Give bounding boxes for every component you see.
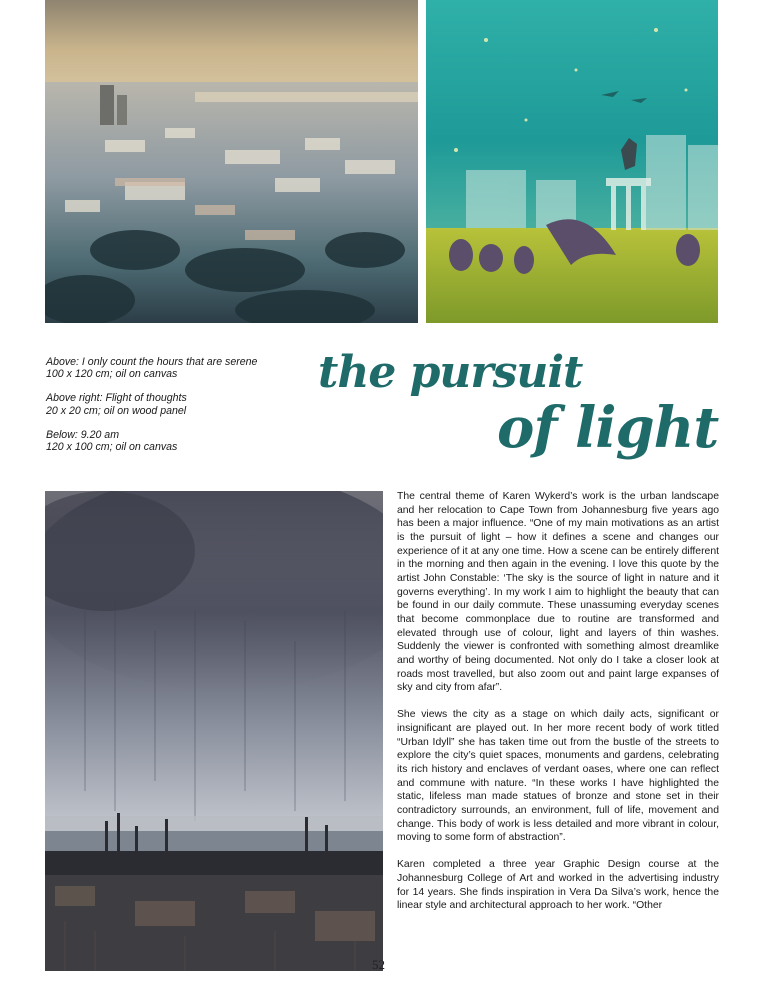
caption-details: 20 x 20 cm; oil on wood panel	[46, 404, 187, 417]
caption-title: Above right: Flight of thoughts	[46, 392, 187, 405]
pigeons-painting-graphic	[426, 0, 718, 323]
image-captions	[46, 356, 286, 465]
article-paragraph: The central theme of Karen Wykerd’s work is the urban landscape and her relocation to Cape Town from Johannesburg five years ago has been a major influence. “One of my main motivations as an artist is the pursuit of light – how it defines a scene and changes our experience of it at any one time. How a scene can be entirely different in the morning and then again in the evening. I love this quote by the artist John Constable: ‘The sky is the source of light in nature and it governs everything’. In my work I aim to highlight the beauty that can be found in our daily commute. These unassuming everyday scenes that become commonplace due to routine are transformed and elevated through use of colour, light and layers of thin washes. Suddenly the viewer is confronted with something almost dreamlike and worthy of being documented. Not only do I take a closer look at roads most travelled, but also zoom out and paint large expanses of sky and city from afar”.	[397, 491, 719, 694]
harbour-painting-graphic	[45, 491, 383, 971]
article-title-line-1: the pursuit	[318, 347, 583, 398]
caption-details: 120 x 100 cm; oil on canvas	[46, 441, 178, 454]
city-painting-graphic	[45, 0, 418, 323]
caption-title: Above: I only count the hours that are serene	[46, 356, 258, 368]
caption-title: Below: 9.20 am	[46, 428, 120, 441]
article-title-line-2: of light	[497, 395, 719, 461]
page-number: 52	[372, 957, 385, 972]
article-paragraph: She views the city as a stage on which daily acts, significant or insignificant are played out. In her more recent body of work titled “Urban Idyll” she has taken time out from the bustle of the streets to explore the city’s quiet spaces, monuments and gardens, celebrating its rich history and enclaves of verdant oases, where one can reflect and commune with nature. “In these works I have highlighted the static, lifeless man made statues of bronze and stone set in their contradictory surrounds, an environment, full of life, movement and change. This body of work is less detailed and more vibrant in colour, moving to some form of abstraction”.	[397, 709, 719, 844]
caption-below	[46, 429, 286, 453]
article-paragraph: Karen completed a three year Graphic Design course at the Johannesburg College of Art and worked in the advertising industry for 14 years. She finds inspiration in Vera Da Silva’s work, hence the linear style and architectural approach to her work. “Other	[397, 859, 719, 912]
article-body	[397, 490, 719, 927]
painting-harbour-storm	[45, 491, 383, 971]
caption-above	[46, 356, 286, 380]
painting-pigeons	[426, 0, 718, 323]
caption-details: 100 x 120 cm; oil on canvas	[46, 368, 178, 381]
painting-city-view	[45, 0, 418, 323]
caption-above-right	[46, 392, 286, 416]
